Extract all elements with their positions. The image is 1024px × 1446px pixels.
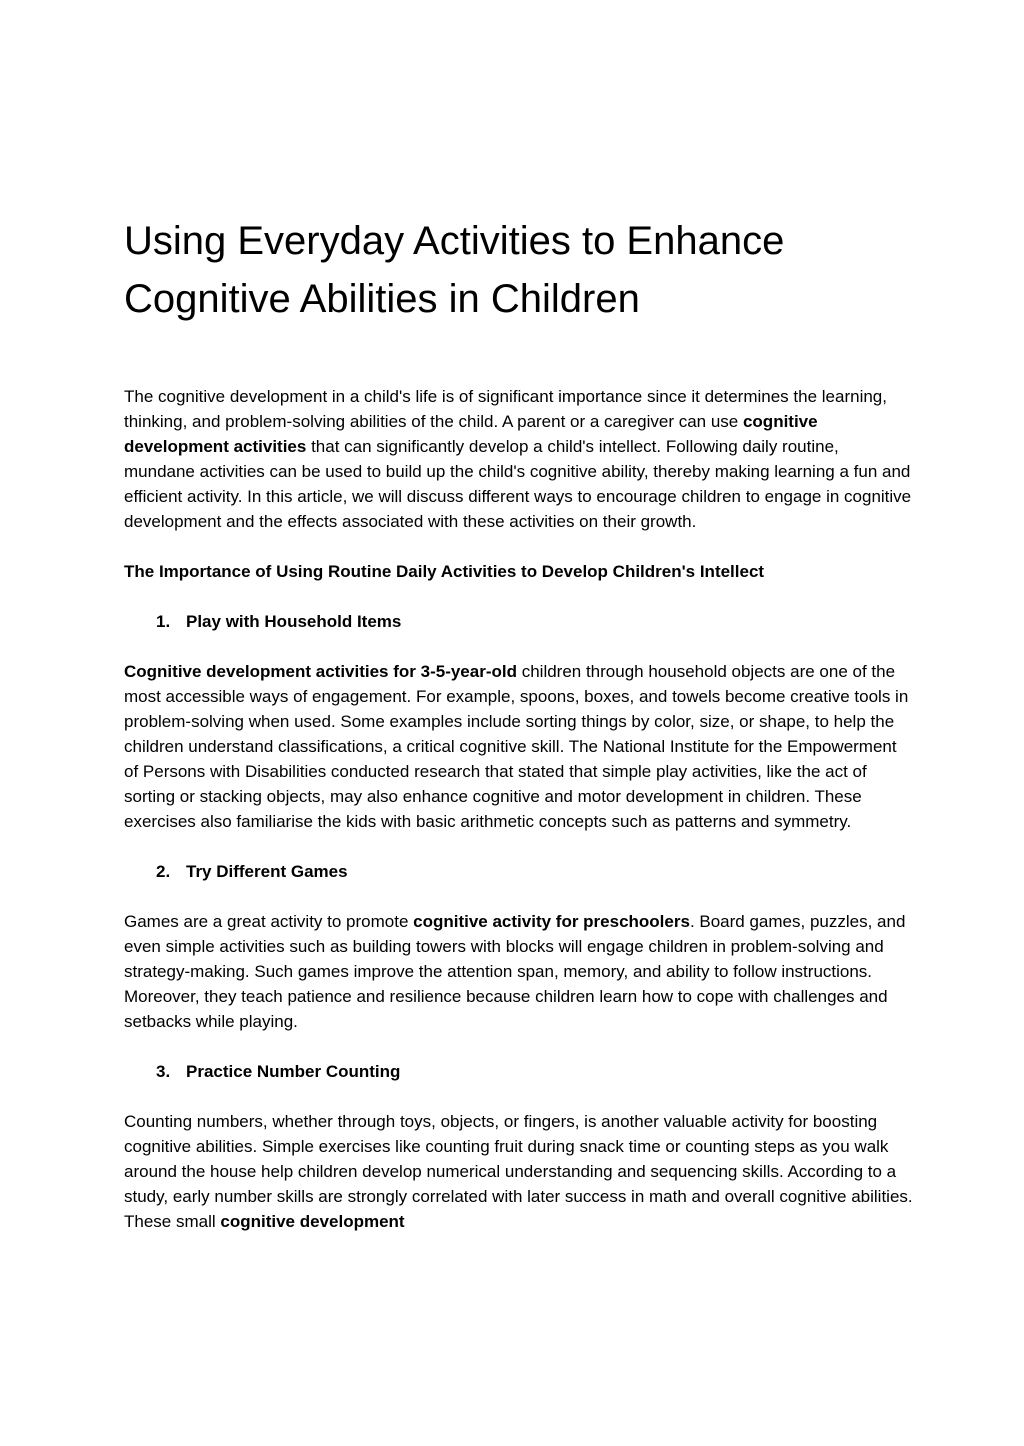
item-2-paragraph: [124, 909, 914, 1034]
intro-text-1: The cognitive development in a child's life is of significant importance since it determines the learning, thinking, and problem-solving abilities of the child. A parent or a caregiver can use: [124, 387, 887, 431]
item-1-text: children through household objects are one of the most accessible ways of engagement. For example, spoons, boxes, and towels become creative tools in problem-solving when used. Some examples include sorting things by color, size, or shape, to help the children understand classifications, a critical cognitive skill. The National Institute for the Empowerment of Persons with Disabilities conducted research that stated that simple play activities, like the act of sorting or stacking objects, may also enhance cognitive and motor development in children. These exercises also familiarise the kids with basic arithmetic concepts such as patterns and symmetry.: [124, 662, 909, 831]
item-1-bold-lead: Cognitive development activities for 3-5-year-old: [124, 662, 517, 681]
intro-bold-keyword: cognitive development activities: [124, 412, 818, 456]
list-number: 2.: [156, 862, 171, 881]
item-2-text-before: Games are a great activity to promote: [124, 912, 414, 931]
list-number: 3.: [156, 1062, 171, 1081]
document-title: Using Everyday Activities to Enhance Cognitive Abilities in Children: [124, 219, 785, 321]
item-3-bold: cognitive development: [220, 1212, 405, 1231]
section-heading: The Importance of Using Routine Daily Activities to Develop Children's Intellect: [124, 562, 765, 581]
intro-paragraph: [124, 384, 914, 534]
list-heading-text: Try Different Games: [186, 862, 348, 881]
list-heading-text: Practice Number Counting: [186, 1062, 401, 1081]
document-page: [124, 212, 914, 1234]
list-item-heading-3: [124, 1059, 914, 1084]
list-heading-text: Play with Household Items: [186, 612, 402, 631]
intro-text-2: that can significantly develop a child's intellect. Following daily routine, mundane activities can be used to build up the child's cognitive ability, thereby making learning a fun and efficient activity. In this article, we will discuss different ways to encourage children to engage in cognitive development and the effects associated with these activities on their growth.: [124, 437, 912, 531]
item-3-paragraph: [124, 1109, 914, 1234]
item-1-paragraph: [124, 659, 914, 834]
list-number: 1.: [156, 612, 171, 631]
item-3-text-before: Counting numbers, whether through toys, objects, or fingers, is another valuable activity for boosting cognitive abilities. Simple exercises like counting fruit during snack time or counting steps as you walk around the house help children develop numerical understanding and sequencing skills. According to a study, early number skills are strongly correlated with later success in math and overall cognitive abilities. These small: [124, 1112, 913, 1231]
item-2-text-after: . Board games, puzzles, and even simple activities such as building towers with blocks will engage children in problem-solving and strategy-making. Such games improve the attention span, memory, and ability to follow instructions. Moreover, they teach patience and resilience because children learn how to cope with challenges and setbacks while playing.: [124, 912, 906, 1031]
list-item-heading-2: [124, 859, 914, 884]
list-item-heading-1: [124, 609, 914, 634]
item-2-bold: cognitive activity for preschoolers: [413, 912, 690, 931]
